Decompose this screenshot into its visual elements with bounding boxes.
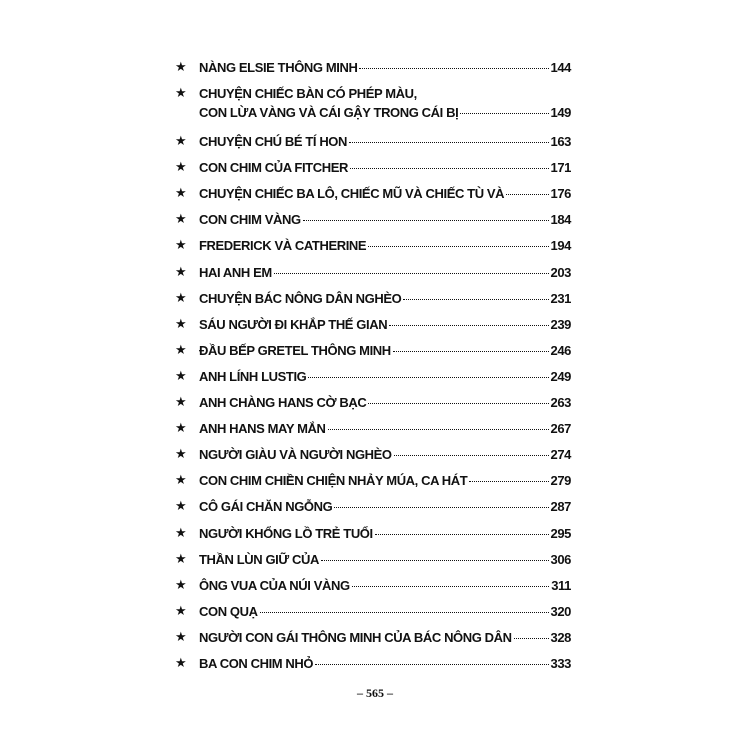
entry-page: 163	[550, 134, 571, 150]
entry-page: 239	[550, 316, 571, 332]
dot-leader	[514, 638, 549, 639]
entry-page: 287	[550, 499, 571, 515]
star-icon: ★	[175, 472, 187, 488]
entry-page: 203	[550, 264, 571, 280]
dot-leader	[389, 325, 548, 326]
star-icon: ★	[175, 185, 187, 201]
entry-page: 279	[550, 473, 571, 489]
toc-entry[interactable]	[175, 524, 571, 550]
star-icon: ★	[175, 602, 187, 618]
dot-leader	[375, 534, 549, 535]
toc-entry[interactable]	[175, 497, 571, 523]
entry-title: NÀNG ELSIE THÔNG MINH	[199, 60, 358, 75]
entry-title: ANH LÍNH LUSTIG	[199, 368, 307, 384]
toc-entry[interactable]	[175, 550, 571, 576]
page-number: – 565 –	[357, 686, 393, 700]
dot-leader	[315, 664, 548, 665]
dot-leader	[350, 168, 549, 169]
entry-page: 176	[550, 186, 571, 202]
entry-title: NGƯỜI GIÀU VÀ NGƯỜI NGHÈO	[199, 447, 392, 463]
entry-page: 328	[550, 629, 571, 645]
star-icon: ★	[175, 654, 187, 670]
toc-entry[interactable]	[175, 132, 571, 158]
entry-title: THẦN LÙN GIỮ CỦA	[199, 551, 319, 567]
toc-entry[interactable]	[175, 602, 571, 628]
entry-title: ANH CHÀNG HANS CỜ BẠC	[199, 395, 367, 411]
entry-page: 246	[550, 342, 571, 358]
star-icon: ★	[175, 289, 187, 305]
dot-leader	[334, 507, 548, 508]
entry-page: 184	[550, 212, 571, 228]
entry-title: ANH HANS MAY MẮN	[199, 421, 326, 437]
entry-page: 311	[551, 577, 571, 593]
entry-title: CON CHIM CHIỀN CHIỆN NHẢY MÚA, CA HÁT	[199, 473, 468, 489]
entry-title: NGƯỜI CON GÁI THÔNG MINH CỦA BÁC NÔNG DÂN	[199, 629, 512, 645]
star-icon: ★	[175, 576, 187, 592]
entry-page: 171	[550, 160, 571, 176]
toc-entry[interactable]	[175, 84, 571, 132]
dot-leader	[321, 560, 549, 561]
entry-page: 144	[550, 60, 571, 75]
star-icon: ★	[175, 446, 187, 462]
star-icon: ★	[175, 420, 187, 436]
entry-page: 249	[550, 368, 571, 384]
entry-page: 306	[550, 551, 571, 567]
entry-title: CHUYỆN CHÚ BÉ TÍ HON	[199, 134, 348, 150]
toc-entry[interactable]	[175, 58, 571, 84]
entry-title: CON CHIM CỦA FITCHER	[199, 160, 348, 176]
toc-entry[interactable]	[175, 576, 571, 602]
star-icon: ★	[175, 498, 187, 514]
dot-leader	[308, 377, 548, 378]
entry-title: HAI ANH EM	[199, 264, 272, 280]
dot-leader	[274, 273, 549, 274]
star-icon: ★	[175, 263, 187, 279]
dot-leader	[368, 246, 548, 247]
entry-page: 231	[550, 290, 571, 306]
toc-entry[interactable]	[175, 158, 571, 184]
entry-title: CON QUẠ	[199, 603, 258, 619]
dot-leader	[469, 481, 548, 482]
toc-entry[interactable]	[175, 341, 571, 367]
star-icon: ★	[175, 524, 187, 540]
dot-leader	[352, 586, 550, 587]
star-icon: ★	[175, 628, 187, 644]
toc-entry[interactable]	[175, 289, 571, 315]
entry-title: ĐẦU BẾP GRETEL THÔNG MINH	[199, 342, 391, 358]
toc-entry[interactable]	[175, 445, 571, 471]
entry-title: CON CHIM VÀNG	[199, 212, 301, 228]
entry-page: 295	[550, 525, 571, 541]
entry-page: 320	[550, 603, 571, 619]
entry-title-line1: CHUYỆN CHIẾC BÀN CÓ PHÉP MÀU,	[199, 86, 417, 102]
star-icon: ★	[175, 133, 187, 149]
entry-page: 194	[550, 238, 571, 254]
toc-entry[interactable]	[175, 419, 571, 445]
star-icon: ★	[175, 367, 187, 383]
dot-leader	[393, 351, 549, 352]
star-icon: ★	[175, 315, 187, 331]
dot-leader	[394, 455, 549, 456]
star-icon: ★	[175, 159, 187, 175]
toc-entry[interactable]	[175, 471, 571, 497]
toc-entry[interactable]	[175, 628, 571, 654]
star-icon: ★	[175, 550, 187, 566]
star-icon: ★	[175, 394, 187, 410]
toc-entry[interactable]	[175, 654, 571, 680]
entry-title: SÁU NGƯỜI ĐI KHẮP THẾ GIAN	[199, 316, 388, 332]
entry-title: FREDERICK VÀ CATHERINE	[199, 238, 367, 254]
star-icon: ★	[175, 341, 187, 357]
entry-title: BA CON CHIM NHỎ	[199, 655, 314, 671]
dot-leader	[328, 429, 549, 430]
toc-entry[interactable]	[175, 367, 571, 393]
entry-title: CHUYỆN CHIẾC BA LÔ, CHIẾC MŨ VÀ CHIẾC TÙ VÀ	[199, 186, 505, 202]
dot-leader	[368, 403, 548, 404]
entry-page: 274	[550, 447, 571, 463]
entry-page: 333	[550, 655, 571, 671]
entry-page: 267	[550, 421, 571, 437]
entry-title: CHUYỆN BÁC NÔNG DÂN NGHÈO	[199, 290, 402, 306]
entry-title: NGƯỜI KHỔNG LỒ TRẺ TUỔI	[199, 525, 373, 541]
entry-title: CON LỪA VÀNG VÀ CÁI GẬY TRONG CÁI BỊ	[199, 105, 459, 121]
toc-entry[interactable]	[175, 210, 571, 236]
entry-page: 149	[550, 105, 571, 121]
table-of-contents	[175, 58, 571, 680]
star-icon: ★	[175, 237, 187, 253]
dot-leader	[260, 612, 549, 613]
dot-leader	[349, 142, 548, 143]
toc-entry[interactable]	[175, 236, 571, 262]
toc-entry[interactable]	[175, 393, 571, 419]
dot-leader	[303, 220, 549, 221]
entry-title: ÔNG VUA CỦA NÚI VÀNG	[199, 577, 350, 593]
dot-leader	[506, 194, 548, 195]
star-icon: ★	[175, 85, 187, 101]
star-icon: ★	[175, 59, 187, 74]
toc-entry[interactable]	[175, 184, 571, 210]
dot-leader	[359, 68, 548, 69]
star-icon: ★	[175, 211, 187, 227]
toc-entry[interactable]	[175, 263, 571, 289]
toc-entry[interactable]	[175, 315, 571, 341]
entry-title: CÔ GÁI CHĂN NGỖNG	[199, 499, 333, 515]
dot-leader	[403, 299, 548, 300]
dot-leader	[460, 113, 548, 114]
entry-page: 263	[550, 395, 571, 411]
